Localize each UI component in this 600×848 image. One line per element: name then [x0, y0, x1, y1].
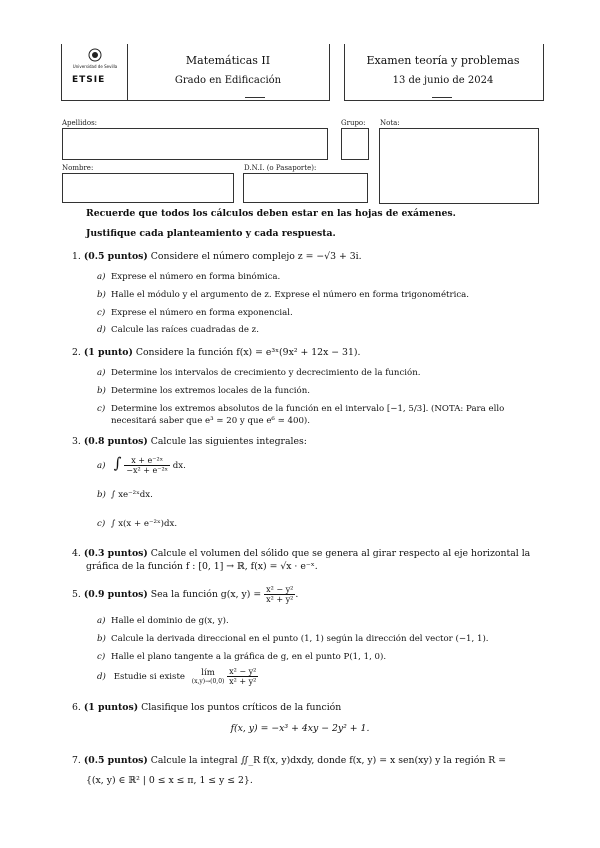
question-6 [72, 702, 341, 713]
exam-title: Examen teoría y problemas [366, 54, 520, 67]
q1-item-a: a) Exprese el número en forma binómica. [97, 272, 281, 282]
question-points: (1 punto) [83, 347, 133, 358]
q3-item-b: b) ∫ xe⁻²ˣdx. [97, 490, 153, 500]
name-label: Nombre: [62, 164, 94, 172]
q5-item-d: d) Estudie si existe lím (x,y)→(0,0) $\frac{\text{x² − y²}}{\text{x² + y²}}$ [97, 667, 257, 686]
question-number: 7. [72, 755, 81, 766]
question-points: (0.5 puntos) [83, 755, 148, 766]
question-number: 6. [72, 702, 81, 713]
university-logo [66, 47, 124, 93]
surname-field[interactable] [62, 128, 328, 160]
question-text: Calcule las siguientes integrales: [150, 436, 307, 447]
grade-label: Nota: [380, 119, 400, 127]
question-text: Considere la función f(x) = e³ˣ(9x² + 12x − 31). [135, 347, 361, 358]
question-points: (0.5 puntos) [83, 251, 148, 262]
id-field[interactable] [243, 173, 368, 203]
q5-item-c: c) Halle el plano tangente a la gráfica de g, en el punto P(1, 1, 0). [97, 652, 387, 662]
q1-item-c: c) Exprese el número en forma exponencial. [97, 308, 293, 318]
question-text: Calcule la integral ∬_R f(x, y)dxdy, donde f(x, y) = x sen(xy) y la región R = [150, 755, 507, 766]
instruction-line-2: Justifique cada planteamiento y cada respuesta. [86, 228, 336, 239]
q3-item-c: c) ∫ x(x + e⁻²ˣ)dx. [97, 519, 178, 529]
surname-label: Apellidos: [62, 119, 98, 127]
q1-item-b: b) Halle el módulo y el argumento de z. Exprese el número en forma trigonométrica. [97, 290, 470, 300]
question-number: 1. [72, 251, 81, 262]
q2-item-c-cont: necesitará saber que e³ ≃ 20 y que e⁶ ≃ 400). [111, 416, 311, 426]
question-3 [72, 436, 307, 447]
question-1 [72, 251, 362, 262]
q5-item-a: a) Halle el dominio de g(x, y). [97, 616, 229, 626]
course-title: Matemáticas II [185, 54, 271, 67]
question-text: Considere el número complejo z = −√3 + 3i. [150, 251, 362, 262]
question-2 [72, 347, 360, 358]
question-points: (0.3 puntos) [83, 548, 148, 559]
question-points: (0.8 puntos) [83, 436, 148, 447]
logo-mark: ETSIE [72, 75, 106, 85]
header-small-rule-right [432, 97, 452, 98]
question-text: Calcule el volumen del sólido que se genera al girar respecto al eje horizontal la [150, 548, 531, 559]
q5-item-b: b) Calcule la derivada direccional en el punto (1, 1) según la dirección del vector (−1, 1). [97, 634, 489, 644]
degree-name: Grado en Edificación [174, 75, 282, 86]
logo-caption: Universidad de Sevilla [72, 64, 118, 69]
question-7 [72, 755, 506, 766]
q2-item-a: a) Determine los intervalos de crecimiento y decrecimiento de la función. [97, 368, 421, 378]
question-4-cont: gráfica de la función f : [0, 1] → ℝ, f(x) = √x · e⁻ˣ. [86, 561, 318, 572]
question-number: 4. [72, 548, 81, 559]
name-field[interactable] [62, 173, 234, 203]
q2-item-c: c) Determine los extremos absolutos de la función en el intervalo [−1, 5/3]. (NOTA: Para ello [97, 404, 505, 414]
q3-item-a: a) ∫ $\frac{\text{x + e⁻²ˣ}}{\text{−x² + e⁻²ˣ}}$ dx. [97, 454, 186, 475]
grade-field[interactable] [379, 128, 539, 204]
group-field[interactable] [341, 128, 369, 160]
question-points: (1 puntos) [83, 702, 139, 713]
q2-item-b: b) Determine los extremos locales de la función. [97, 386, 310, 396]
q1-item-d: d) Calcule las raíces cuadradas de z. [97, 325, 259, 335]
question-text: Sea la función g(x, y) = [150, 589, 262, 600]
question-number: 5. [72, 589, 81, 600]
header-left-divider [127, 44, 128, 100]
question-number: 2. [72, 347, 81, 358]
id-label: D.N.I. (o Pasaporte): [244, 164, 317, 172]
question-number: 3. [72, 436, 81, 447]
question-5: 5. (0.9 puntos) Sea la función g(x, y) = $\frac{\text{x² − y²}}{\text{x² + y²}}$ . [72, 585, 299, 604]
header-small-rule-left [245, 97, 265, 98]
instruction-line-1: Recuerde que todos los cálculos deben estar en las hojas de exámenes. [86, 208, 456, 219]
exam-date: 13 de junio de 2024 [392, 75, 494, 86]
group-label: Grupo: [341, 119, 366, 127]
question-6-formula: f(x, y) = −x³ + 4xy − 2y² + 1. [230, 723, 370, 734]
question-7-cont: {(x, y) ∈ ℝ² | 0 ≤ x ≤ π, 1 ≤ y ≤ 2}. [86, 775, 253, 786]
question-text: Clasifique los puntos críticos de la función [141, 702, 342, 713]
header-right-box [344, 44, 544, 101]
question-4 [72, 548, 530, 559]
question-points: (0.9 puntos) [83, 589, 148, 600]
